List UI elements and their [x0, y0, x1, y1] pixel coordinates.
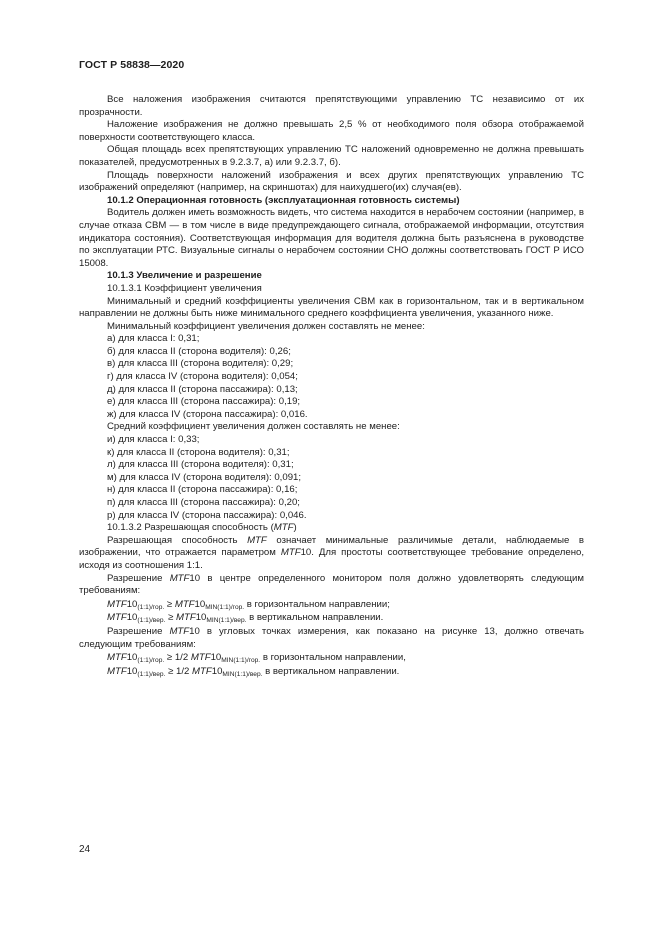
list-item: м) для класса IV (сторона водителя): 0,091; [107, 471, 302, 483]
list-item: р) для класса IV (сторона пассажира): 0,046. [107, 509, 307, 521]
list-item: н) для класса II (сторона пассажира): 0,16; [107, 484, 298, 496]
list-item: ж) для класса IV (сторона пассажира): 0,016. [107, 408, 308, 420]
list-item: и) для класса I: 0,33; [107, 434, 200, 446]
formula: $MTF10_{(1:1)/гор.} \ge MTF10_{MIN(1:1)/гор.}$ в горизонтальном направлении; [107, 598, 390, 611]
paragraph: Минимальный коэффициент увеличения должен составлять не менее: [107, 320, 425, 332]
page-number: 24 [79, 844, 91, 855]
formula: $MTF10_{(1:1)/гор.} \ge 1/2$ $MTF10_{MIN(1:1)/гор.}$ в горизонтальном направлении, [107, 652, 406, 665]
list-item: д) для класса II (сторона пассажира): 0,13; [107, 383, 298, 395]
subsection-heading-10-1-3-1: 10.1.3.1 Коэффициент увеличения [107, 282, 262, 294]
list-item: а) для класса I: 0,31; [107, 333, 200, 345]
paragraph: Разрешение MTF10 в центре определенного монитором поля должно удовлетворять следующим требованиям: [79, 572, 584, 597]
paragraph: Наложение изображения не должно превышать 2,5 % от необходимого поля обзора отображаемой поверхности соответствующего класса. [79, 119, 584, 143]
subsection-heading-10-1-3-2: 10.1.3.2 Разрешающая способность (MTF) [107, 522, 297, 534]
list-item: в) для класса III (сторона водителя): 0,29; [107, 358, 294, 370]
list-item: п) для класса III (сторона пассажира): 0,20; [107, 497, 300, 508]
paragraph: Разрешающая способность MTF означает минимальные различимые детали, наблюдаемые в изображении, что отражается параметром MTF10. Для простоты соответствующее требование определено, исходя из соотношения 1:1. [79, 534, 584, 571]
paragraph: Площадь поверхности наложений изображения и всех других препятствующих управлению ТС изображений определяют (например, на скриншотах) для наихудшего(их) случая(ев). [79, 169, 584, 194]
list-item: л) для класса III (сторона водителя): 0,31; [107, 459, 294, 471]
section-heading-10-1-3: 10.1.3 Увеличение и разрешение [107, 270, 262, 282]
page-body [79, 94, 584, 679]
list-item: г) для класса IV (сторона водителя): 0,054; [107, 371, 298, 383]
paragraph: Средний коэффициент увеличения должен составлять не менее: [107, 421, 400, 433]
paragraph: Водитель должен иметь возможность видеть, что система находится в нерабочем состоянии (например, в случае отказа СВМ — в том числе в виде предупреждающего сигнала, отображаемой информации, отсутствия индикатора состояния). Соответствующая информация для водителя должна быть разъяснена в руководстве по эксплуатации РТС. Визуальные сигналы о нерабочем состоянии СНО должны соответствовать ГОСТ Р ИСО 15008. [79, 207, 584, 269]
list-item: е) для класса III (сторона пассажира): 0,19; [107, 396, 301, 408]
paragraph: Разрешение MTF10 в угловых точках измерения, как показано на рисунке 13, должно отвечать следующим требованиям: [79, 625, 584, 650]
formula: $MTF10_{(1:1)/вер.} \ge 1/2$ $MTF10_{MIN(1:1)/вер.}$ в вертикальном направлении. [107, 665, 400, 678]
paragraph: Все наложения изображения считаются препятствующими управлению ТС независимо от их прозрачности. [79, 94, 584, 118]
list-item: б) для класса II (сторона водителя): 0,26; [107, 345, 291, 357]
paragraph: Общая площадь всех препятствующих управлению ТС наложений одновременно не должна превышать показателей, предусмотренных в 9.2.3.7, а) или 9.2.3.7, б). [79, 144, 584, 168]
document-header: ГОСТ Р 58838—2020 [79, 59, 185, 71]
paragraph: Минимальный и средний коэффициенты увеличения СВМ как в горизонтальном, так и в вертикальном направлении не должны быть ниже минимального среднего коэффициента увеличения, указанного ниже. [79, 295, 584, 320]
formula: $MTF10_{(1:1)/вер.} \ge MTF10_{MIN(1:1)/вер.}$ в вертикальном направлении. [107, 612, 384, 625]
list-item: к) для класса II (сторона водителя): 0,31; [107, 446, 290, 458]
section-heading-10-1-2: 10.1.2 Операционная готовность (эксплуатационная готовность системы) [107, 194, 460, 206]
